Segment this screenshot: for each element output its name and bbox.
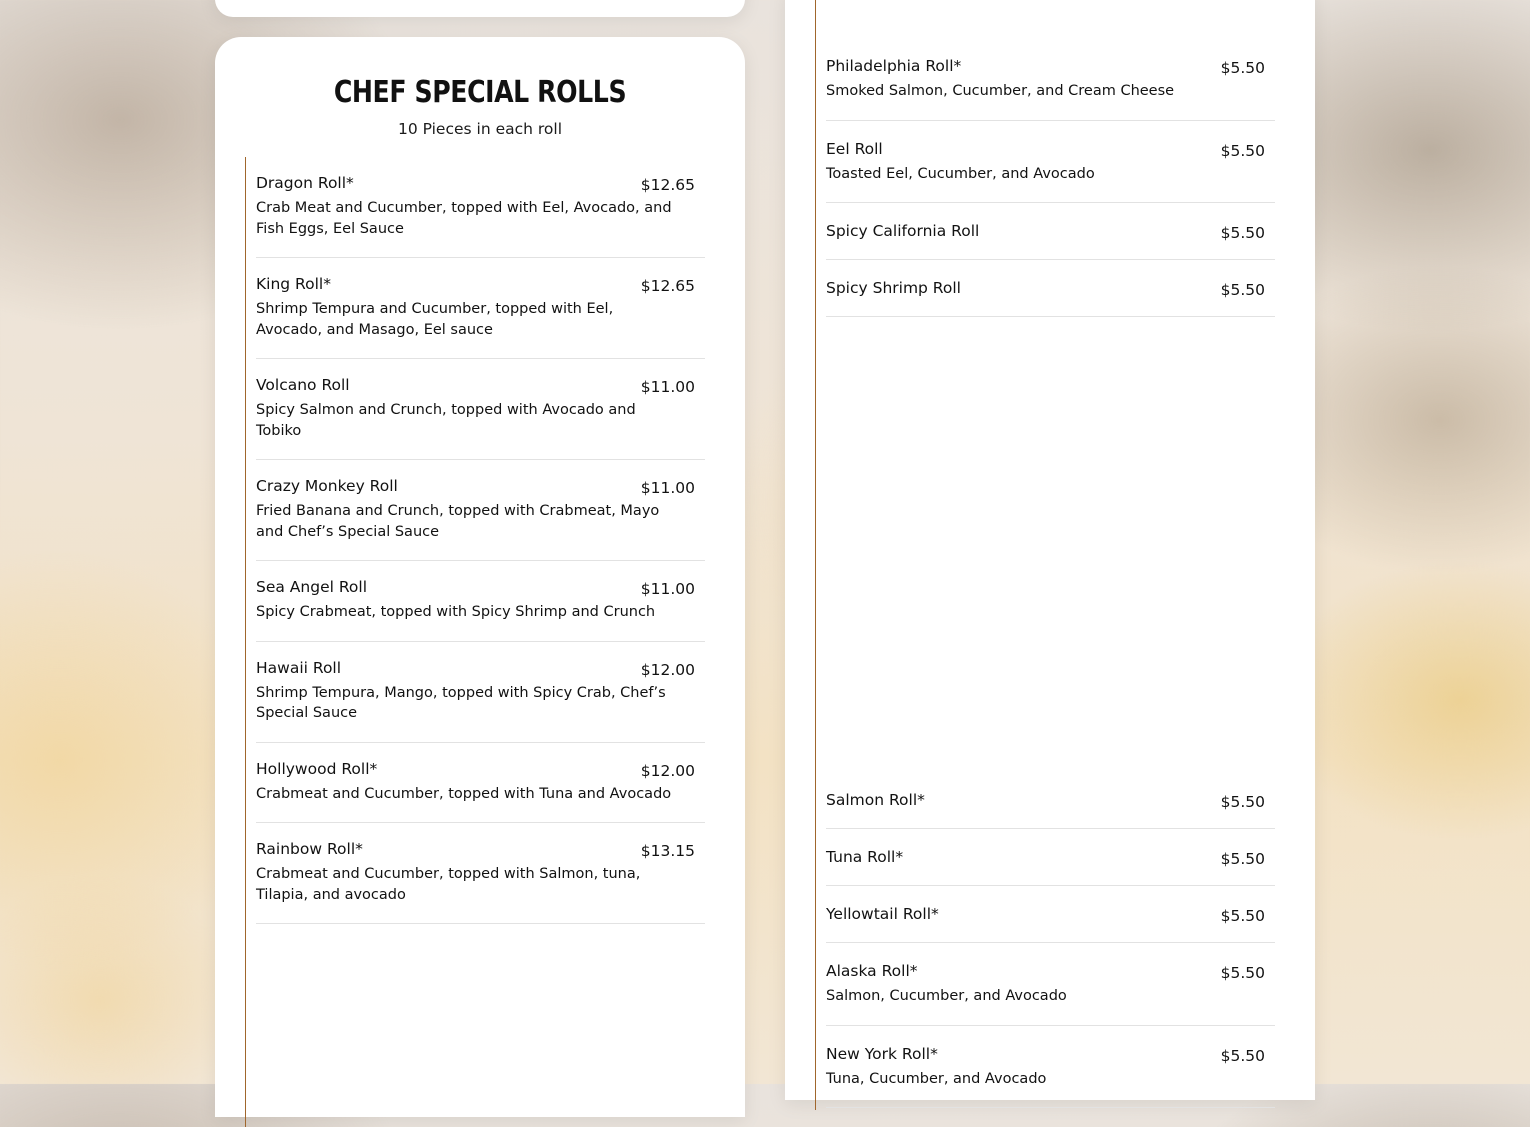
menu-item-name: Yellowtail Roll* bbox=[826, 905, 939, 923]
menu-item-description: Spicy Crabmeat, topped with Spicy Shrimp and Crunch bbox=[256, 604, 656, 620]
menu-item-price: $11.00 bbox=[640, 378, 695, 396]
menu-item-name: Spicy Shrimp Roll bbox=[826, 279, 961, 297]
menu-item-name: Philadelphia Roll* bbox=[826, 57, 962, 75]
menu-item-description: Salmon, Cucumber, and Avocado bbox=[826, 988, 1067, 1004]
menu-item-price: $5.50 bbox=[1220, 1046, 1265, 1065]
rolls-menu-card bbox=[785, 0, 1315, 1100]
menu-item bbox=[826, 1026, 1275, 1109]
menu-item-name: Eel Roll bbox=[826, 139, 883, 158]
menu-item-description: Toasted Eel, Cucumber, and Avocado bbox=[826, 165, 1095, 182]
menu-item-name: Spicy California Roll bbox=[826, 222, 980, 240]
menu-item-description: Tuna, Cucumber, and Avocado bbox=[826, 1070, 1047, 1087]
menu-item-description: Crabmeat and Cucumber, topped with Salmon, tuna, Tilapia, and avocado bbox=[256, 866, 641, 903]
menu-item-price: $5.50 bbox=[1220, 964, 1265, 982]
menu-item-name: Sea Angel Roll bbox=[256, 578, 368, 596]
menu-item-description: Crab Meat and Cucumber, topped with Eel, Avocado, and Fish Eggs, Eel Sauce bbox=[256, 200, 672, 237]
menu-item-price: $12.65 bbox=[640, 176, 695, 194]
accent-divider bbox=[245, 157, 246, 1127]
menu-item bbox=[256, 258, 705, 359]
menu-item bbox=[256, 460, 705, 561]
menu-item-price: $12.00 bbox=[640, 660, 695, 679]
menu-item bbox=[256, 359, 705, 460]
menu-item bbox=[256, 743, 705, 824]
section-title: CHEF SPECIAL ROLLS bbox=[333, 75, 627, 110]
menu-item bbox=[826, 886, 1275, 943]
menu-item-name: Rainbow Roll* bbox=[256, 840, 363, 858]
menu-item-price: $5.50 bbox=[1220, 850, 1265, 868]
section-subtitle: 10 Pieces in each roll bbox=[397, 120, 563, 138]
menu-item-name: Salmon Roll* bbox=[826, 791, 925, 809]
menu-item-description: Shrimp Tempura and Cucumber, topped with Eel, Avocado, and Masago, Eel sauce bbox=[256, 301, 614, 338]
chef-special-rolls-card bbox=[215, 37, 745, 1117]
menu-item-name: King Roll* bbox=[256, 275, 331, 293]
menu-item-description: Spicy Salmon and Crunch, topped with Avocado and Tobiko bbox=[256, 402, 636, 439]
menu-item-price: $11.00 bbox=[640, 580, 695, 598]
menu-item-name: Hawaii Roll bbox=[256, 658, 342, 677]
menu-item bbox=[256, 823, 705, 924]
menu-item bbox=[826, 203, 1275, 260]
menu-item-price: $12.00 bbox=[640, 761, 695, 780]
menu-item bbox=[826, 38, 1275, 121]
menu-item-name: Tuna Roll* bbox=[826, 848, 904, 866]
menu-item-name: Alaska Roll* bbox=[826, 962, 918, 980]
menu-list bbox=[826, 772, 1275, 1108]
menu-item-name: Hollywood Roll* bbox=[256, 759, 378, 778]
menu-item-price: $5.50 bbox=[1220, 793, 1265, 811]
menu-item-price: $12.65 bbox=[640, 277, 695, 295]
menu-item-price: $11.00 bbox=[640, 479, 695, 497]
menu-item bbox=[826, 772, 1275, 829]
menu-item-price: $5.50 bbox=[1220, 907, 1265, 925]
menu-item-description: Smoked Salmon, Cucumber, and Cream Cheese bbox=[826, 83, 1175, 99]
menu-item bbox=[256, 157, 705, 258]
menu-item-description: Shrimp Tempura, Mango, topped with Spicy Crab, Chef’s Special Sauce bbox=[256, 684, 666, 721]
menu-item bbox=[826, 829, 1275, 886]
accent-divider bbox=[815, 0, 816, 1110]
menu-item-price: $5.50 bbox=[1220, 59, 1265, 77]
menu-item bbox=[826, 121, 1275, 204]
menu-item-name: Volcano Roll bbox=[256, 376, 350, 394]
menu-item-price: $5.50 bbox=[1220, 281, 1265, 299]
menu-item-price: $13.15 bbox=[640, 842, 695, 860]
menu-item bbox=[826, 943, 1275, 1026]
menu-item bbox=[256, 642, 705, 743]
menu-item-name: Crazy Monkey Roll bbox=[256, 477, 398, 495]
previous-menu-card bbox=[215, 0, 745, 17]
menu-item-description: Crabmeat and Cucumber, topped with Tuna and Avocado bbox=[256, 785, 672, 802]
menu-item-name: Dragon Roll* bbox=[256, 174, 354, 192]
menu-item bbox=[826, 260, 1275, 317]
menu-list bbox=[826, 38, 1275, 317]
menu-item bbox=[256, 561, 705, 642]
menu-list bbox=[256, 157, 705, 924]
menu-item-price: $5.50 bbox=[1220, 141, 1265, 160]
menu-item-name: New York Roll* bbox=[826, 1044, 938, 1063]
menu-item-description: Fried Banana and Crunch, topped with Crabmeat, Mayo and Chef’s Special Sauce bbox=[256, 503, 660, 540]
menu-item-price: $5.50 bbox=[1220, 224, 1265, 242]
